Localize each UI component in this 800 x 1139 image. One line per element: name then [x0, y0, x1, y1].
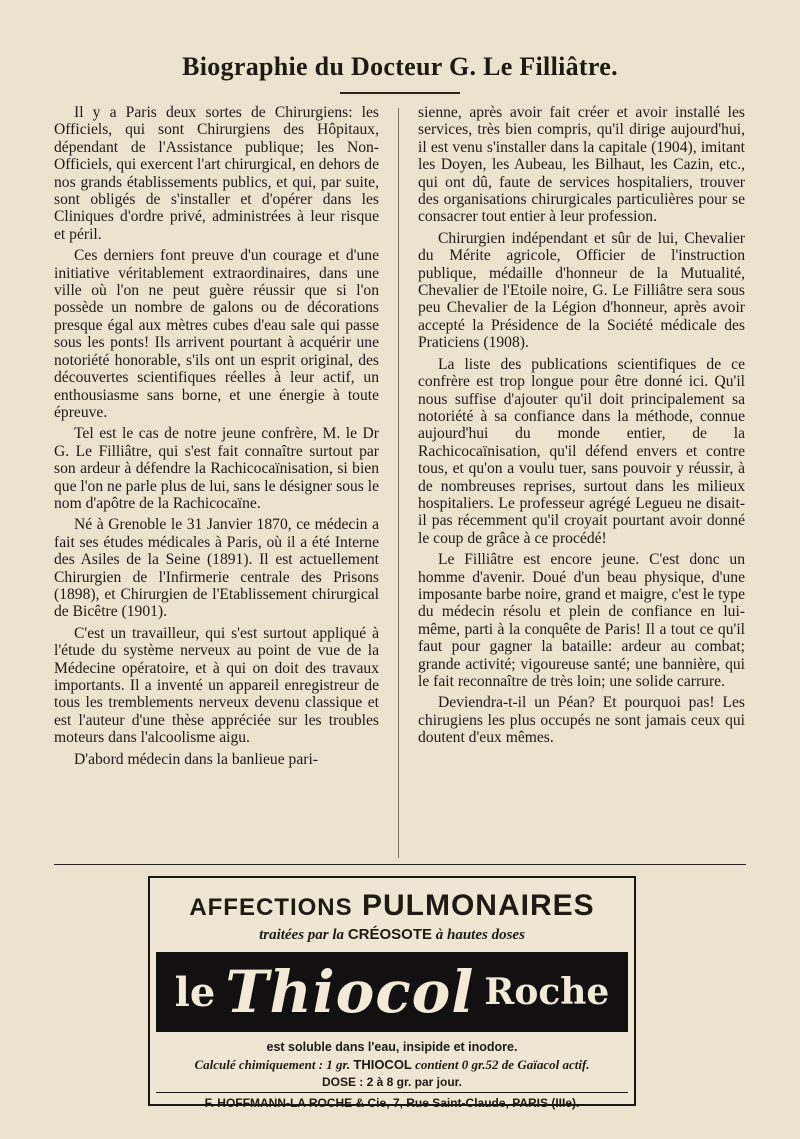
brand-roche: Roche	[484, 971, 610, 1013]
brand-le: le	[174, 968, 216, 1016]
right-column	[418, 104, 745, 751]
ad-brand-banner	[156, 952, 628, 1032]
ad-headline-part2: PULMONAIRES	[361, 889, 595, 922]
paragraph: Le Filliâtre est encore jeune. C'est donc un homme d'avenir. Doué d'un beau physique, d'une imposante barbe noire, grand et maigre, c'est le type du médecin résolu et plein de confiance en lui-même, parti à la conquête de Paris! Il a tout ce qu'il faut pour gagner la bataille: ardeur au combat; grande activité; vigoureuse santé; une bannière, qui le fait reconnaître de très loin; une solide carrure.	[418, 551, 745, 690]
ad-composition	[150, 1057, 634, 1073]
left-column	[54, 104, 379, 772]
section-divider	[54, 864, 746, 865]
ad-dose: DOSE : 2 à 8 gr. par jour.	[321, 1075, 463, 1089]
paragraph: Ces derniers font preuve d'un courage et d'une initiative véritablement extraordinaires, dans une ville où l'on ne peut guère réussir que si l'on possède un nombre de galons ou de décorations presque égal aux mètres cubes d'eau sale qui passe sous les ponts! Ils arrivent pourtant à acquérir une notoriété honorable, s'ils ont un esprit original, des découvertes scientifiques réelles à leur actif, un enthousiasme sans borne, et une énergie à toute épreuve.	[54, 247, 379, 421]
column-divider	[398, 108, 399, 858]
paragraph: Né à Grenoble le 31 Janvier 1870, ce médecin a fait ses études médicales à Paris, où il a été Interne des Asiles de la Seine (1891). Il est actuellement Chirurgien de l'Infirmerie centrale des Prisons (1898), et Chirurgien de l'Etablissement chirurgical de Bicêtre (1901).	[54, 516, 379, 621]
paragraph: Chirurgien indépendant et sûr de lui, Chevalier du Mérite agricole, Officier de l'instruction publique, médaille d'honneur de la Mutualité, Chevalier de l'Etoile noire, G. Le Filliâtre sera sous peu Chevalier de la Légion d'honneur, après avoir accepté la Présidence de la Société médicale des Praticiens (1908).	[418, 229, 745, 352]
paragraph: D'abord médecin dans la banlieue pari-	[74, 750, 318, 768]
ad-subline	[150, 926, 634, 944]
ad-headline	[150, 890, 634, 924]
paragraph: Deviendra-t-il un Péan? Et pourquoi pas! Les chirugiens les plus occupés ne sont jamais ceux qui doutent d'eux mêmes.	[418, 694, 745, 747]
ad-composition-bold: THIOCOL	[353, 1057, 412, 1072]
ad-composition-post: contient 0 gr.52 de Gaïacol actif.	[415, 1057, 590, 1072]
ad-composition-pre: Calculé chimiquement : 1 gr.	[194, 1057, 351, 1072]
ad-manufacturer: F. HOFFMANN-LA ROCHE & Cie, 7, Rue Saint-Claude, PARIS (IIIe).	[156, 1092, 628, 1110]
title-underline	[340, 92, 460, 94]
ad-subline-caps: CRÉOSOTE	[347, 926, 432, 943]
paragraph: Il y a Paris deux sortes de Chirurgiens: les Officiels, qui sont Chirurgiens des Hôpitaux, dépendant de l'Assistance publique; les Non-Officiels, qui exercent l'art chirurgical, en dehors de nos grands établissements publics, et qui, par suite, sont obligés de s'installer et d'opérer dans les Cliniques d'ordre privé, administrées à leur risque et péril.	[54, 104, 379, 243]
paragraph: sienne, après avoir fait créer et avoir installé les services, très bien compris, qu'il dirige aujourd'hui, il est venu s'installer dans la capitale (1904), imitant les Doyen, les Aubeau, les Bilhaut, les Cazin, etc., qui ont dû, faute de services hospitaliers, trouver des organisations chirurgicales particulières pour se consacrer tout entier à leur profession.	[418, 104, 745, 226]
paragraph: La liste des publications scientifiques de ce confrère est trop longue pour être donné ici. Qu'il nous suffise d'ajouter qu'il doit principalement sa notoriété à sa confiance dans la méthode, connue aujourd'hui du monde entier, de la Rachicocaïnisation, qu'il défend envers et contre tous, et qu'on a voulu tuer, sans pouvoir y réussir, à de nombreuses reprises, surtout dans les milieux hospitaliers. Le professeur agrégé Legueu ne disait-il pas récemment qu'il croyait pourtant avoir donné le coup de grâce à ce procédé!	[418, 355, 745, 547]
brand-name: Thiocol	[225, 958, 475, 1026]
paragraph: Tel est le cas de notre jeune confrère, M. le Dr G. Le Filliâtre, qui s'est fait connaître surtout par son ardeur à défendre la Rachicocaïnisation, si bien que l'on ne parle plus de lui, sans le désigner sous le nom d'apôtre de la Rachicocaïne.	[54, 425, 380, 512]
ad-subline-post: à hautes doses	[435, 927, 525, 943]
ad-solubility: est soluble dans l'eau, insipide et inodore.	[266, 1040, 518, 1054]
advertisement	[148, 876, 636, 1110]
ad-subline-pre: traitées par la	[259, 927, 345, 943]
ad-headline-part1: AFFECTIONS	[189, 894, 353, 921]
article-title: Biographie du Docteur G. Le Filliâtre.	[182, 52, 618, 81]
paragraph: C'est un travailleur, qui s'est surtout appliqué à l'étude du système nerveux au point de vue de la Médecine opératoire, et à qui on doit des travaux importants. Il a inventé un appareil enregistreur de tous les tremblements nerveux devenu classique et est l'auteur d'une thèse appréciée sur les troubles moteurs dans l'alcoolisme aigu.	[54, 624, 379, 747]
